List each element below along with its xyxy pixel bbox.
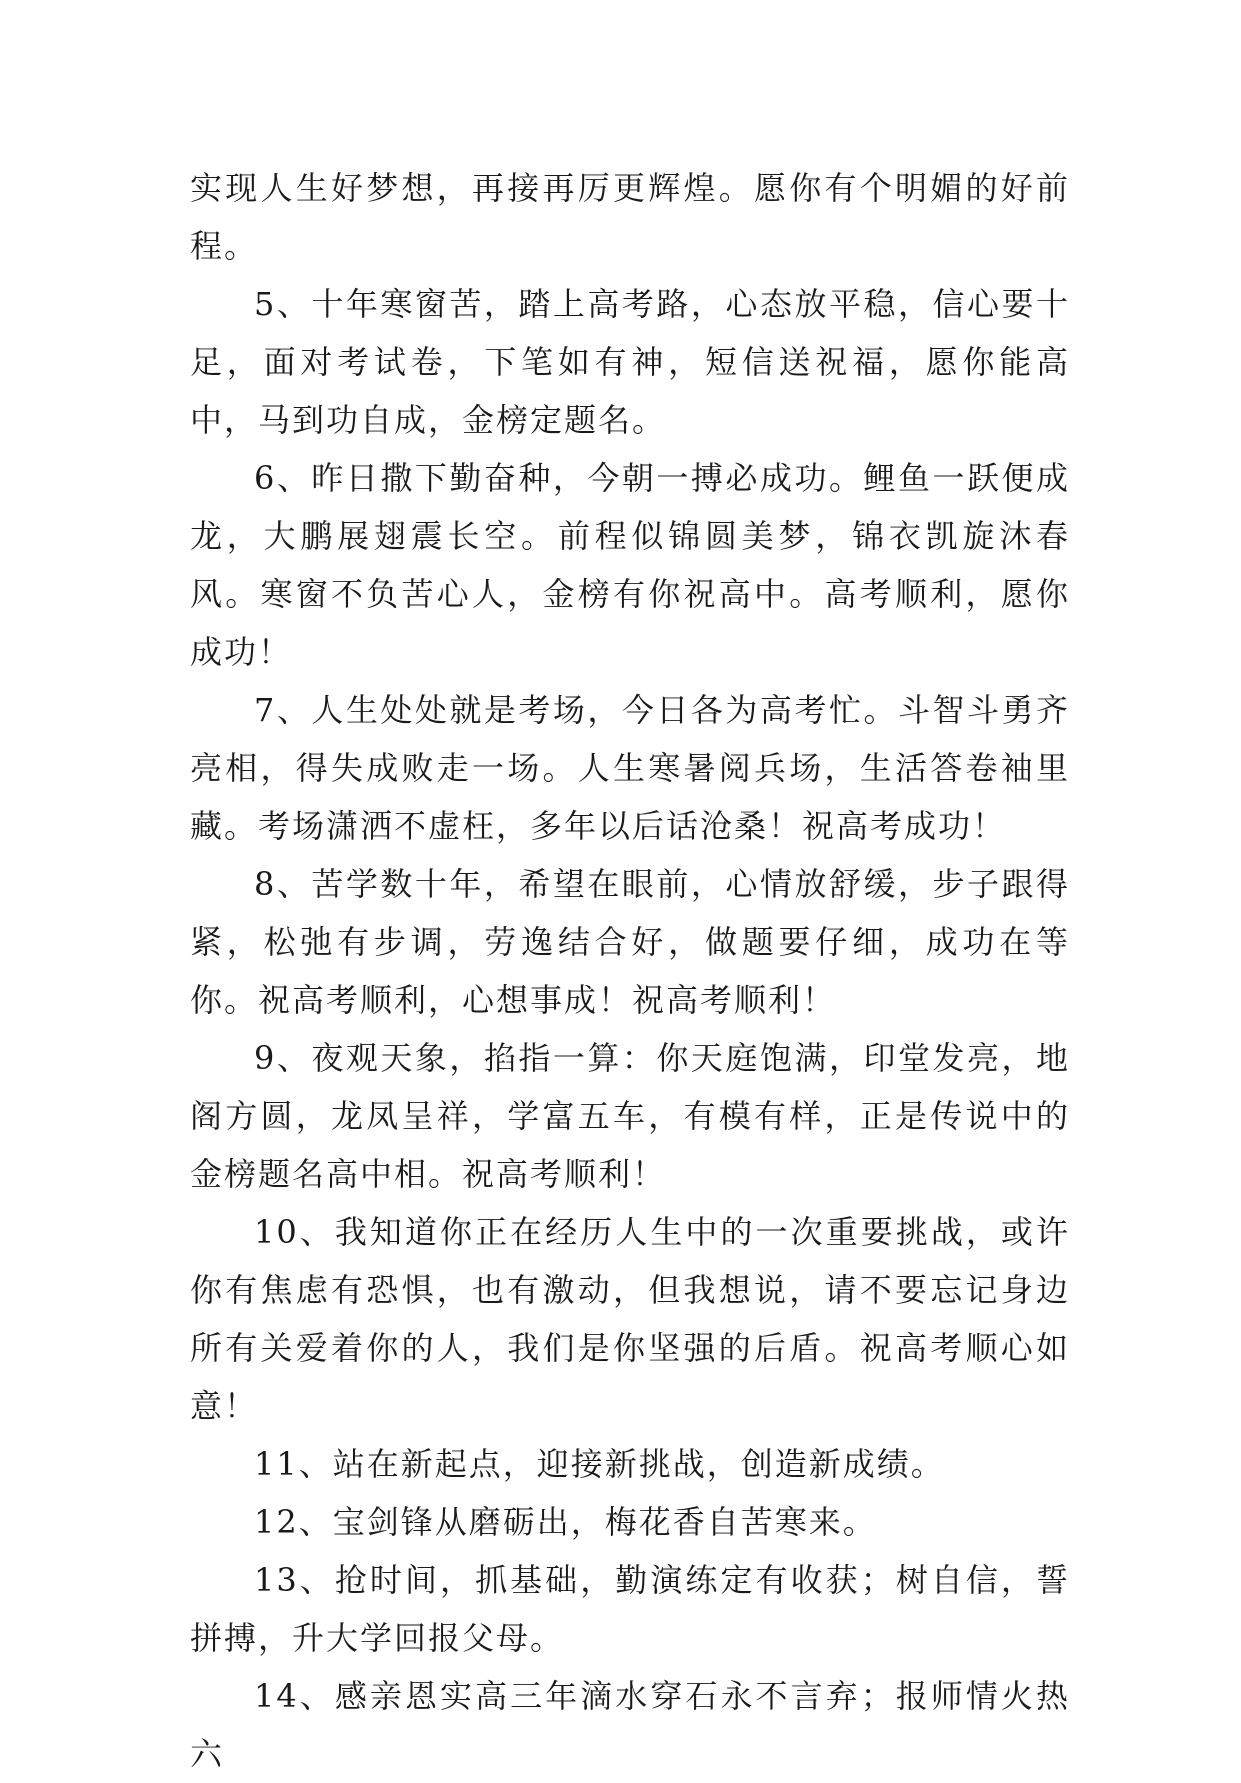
paragraph: 13、抢时间，抓基础，勤演练定有收获；树自信，誓拼搏，升大学回报父母。 [190,1561,1070,1657]
paragraph: 12、宝剑锋从磨砺出，梅花香自苦寒来。 [254,1503,877,1541]
paragraph: 14、感亲恩实高三年滴水穿石永不言弃；报师情火热六 [190,1677,1070,1773]
paragraph: 10、我知道你正在经历人生中的一次重要挑战，或许你有焦虑有恐惧，也有激动，但我想说，请不要忘记身边所有关爱着你的人，我们是你坚强的后盾。祝高考顺心如意！ [190,1213,1070,1425]
paragraph: 11、站在新起点，迎接新挑战，创造新成绩。 [254,1445,945,1483]
paragraph: 5、十年寒窗苦，踏上高考路，心态放平稳，信心要十足，面对考试卷，下笔如有神，短信送祝福，愿你能高中，马到功自成，金榜定题名。 [190,285,1070,439]
paragraph: 实现人生好梦想，再接再厉更辉煌。愿你有个明媚的好前程。 [190,169,1070,265]
paragraph: 6、昨日撒下勤奋种，今朝一搏必成功。鲤鱼一跃便成龙，大鹏展翅震长空。前程似锦圆美梦，锦衣凯旋沐春风。寒窗不负苦心人，金榜有你祝高中。高考顺利，愿你成功！ [190,459,1070,671]
paragraph: 7、人生处处就是考场，今日各为高考忙。斗智斗勇齐亮相，得失成败走一场。人生寒暑阅兵场，生活答卷袖里藏。考场潇洒不虚枉，多年以后话沧桑！祝高考成功！ [190,691,1070,845]
paragraph: 8、苦学数十年，希望在眼前，心情放舒缓，步子跟得紧，松弛有步调，劳逸结合好，做题要仔细，成功在等你。祝高考顺利，心想事成！祝高考顺利！ [190,865,1070,1019]
paragraph: 9、夜观天象，掐指一算：你天庭饱满，印堂发亮，地阁方圆，龙凤呈祥，学富五车，有模有样，正是传说中的金榜题名高中相。祝高考顺利！ [190,1039,1070,1193]
document-body [190,159,1070,1783]
